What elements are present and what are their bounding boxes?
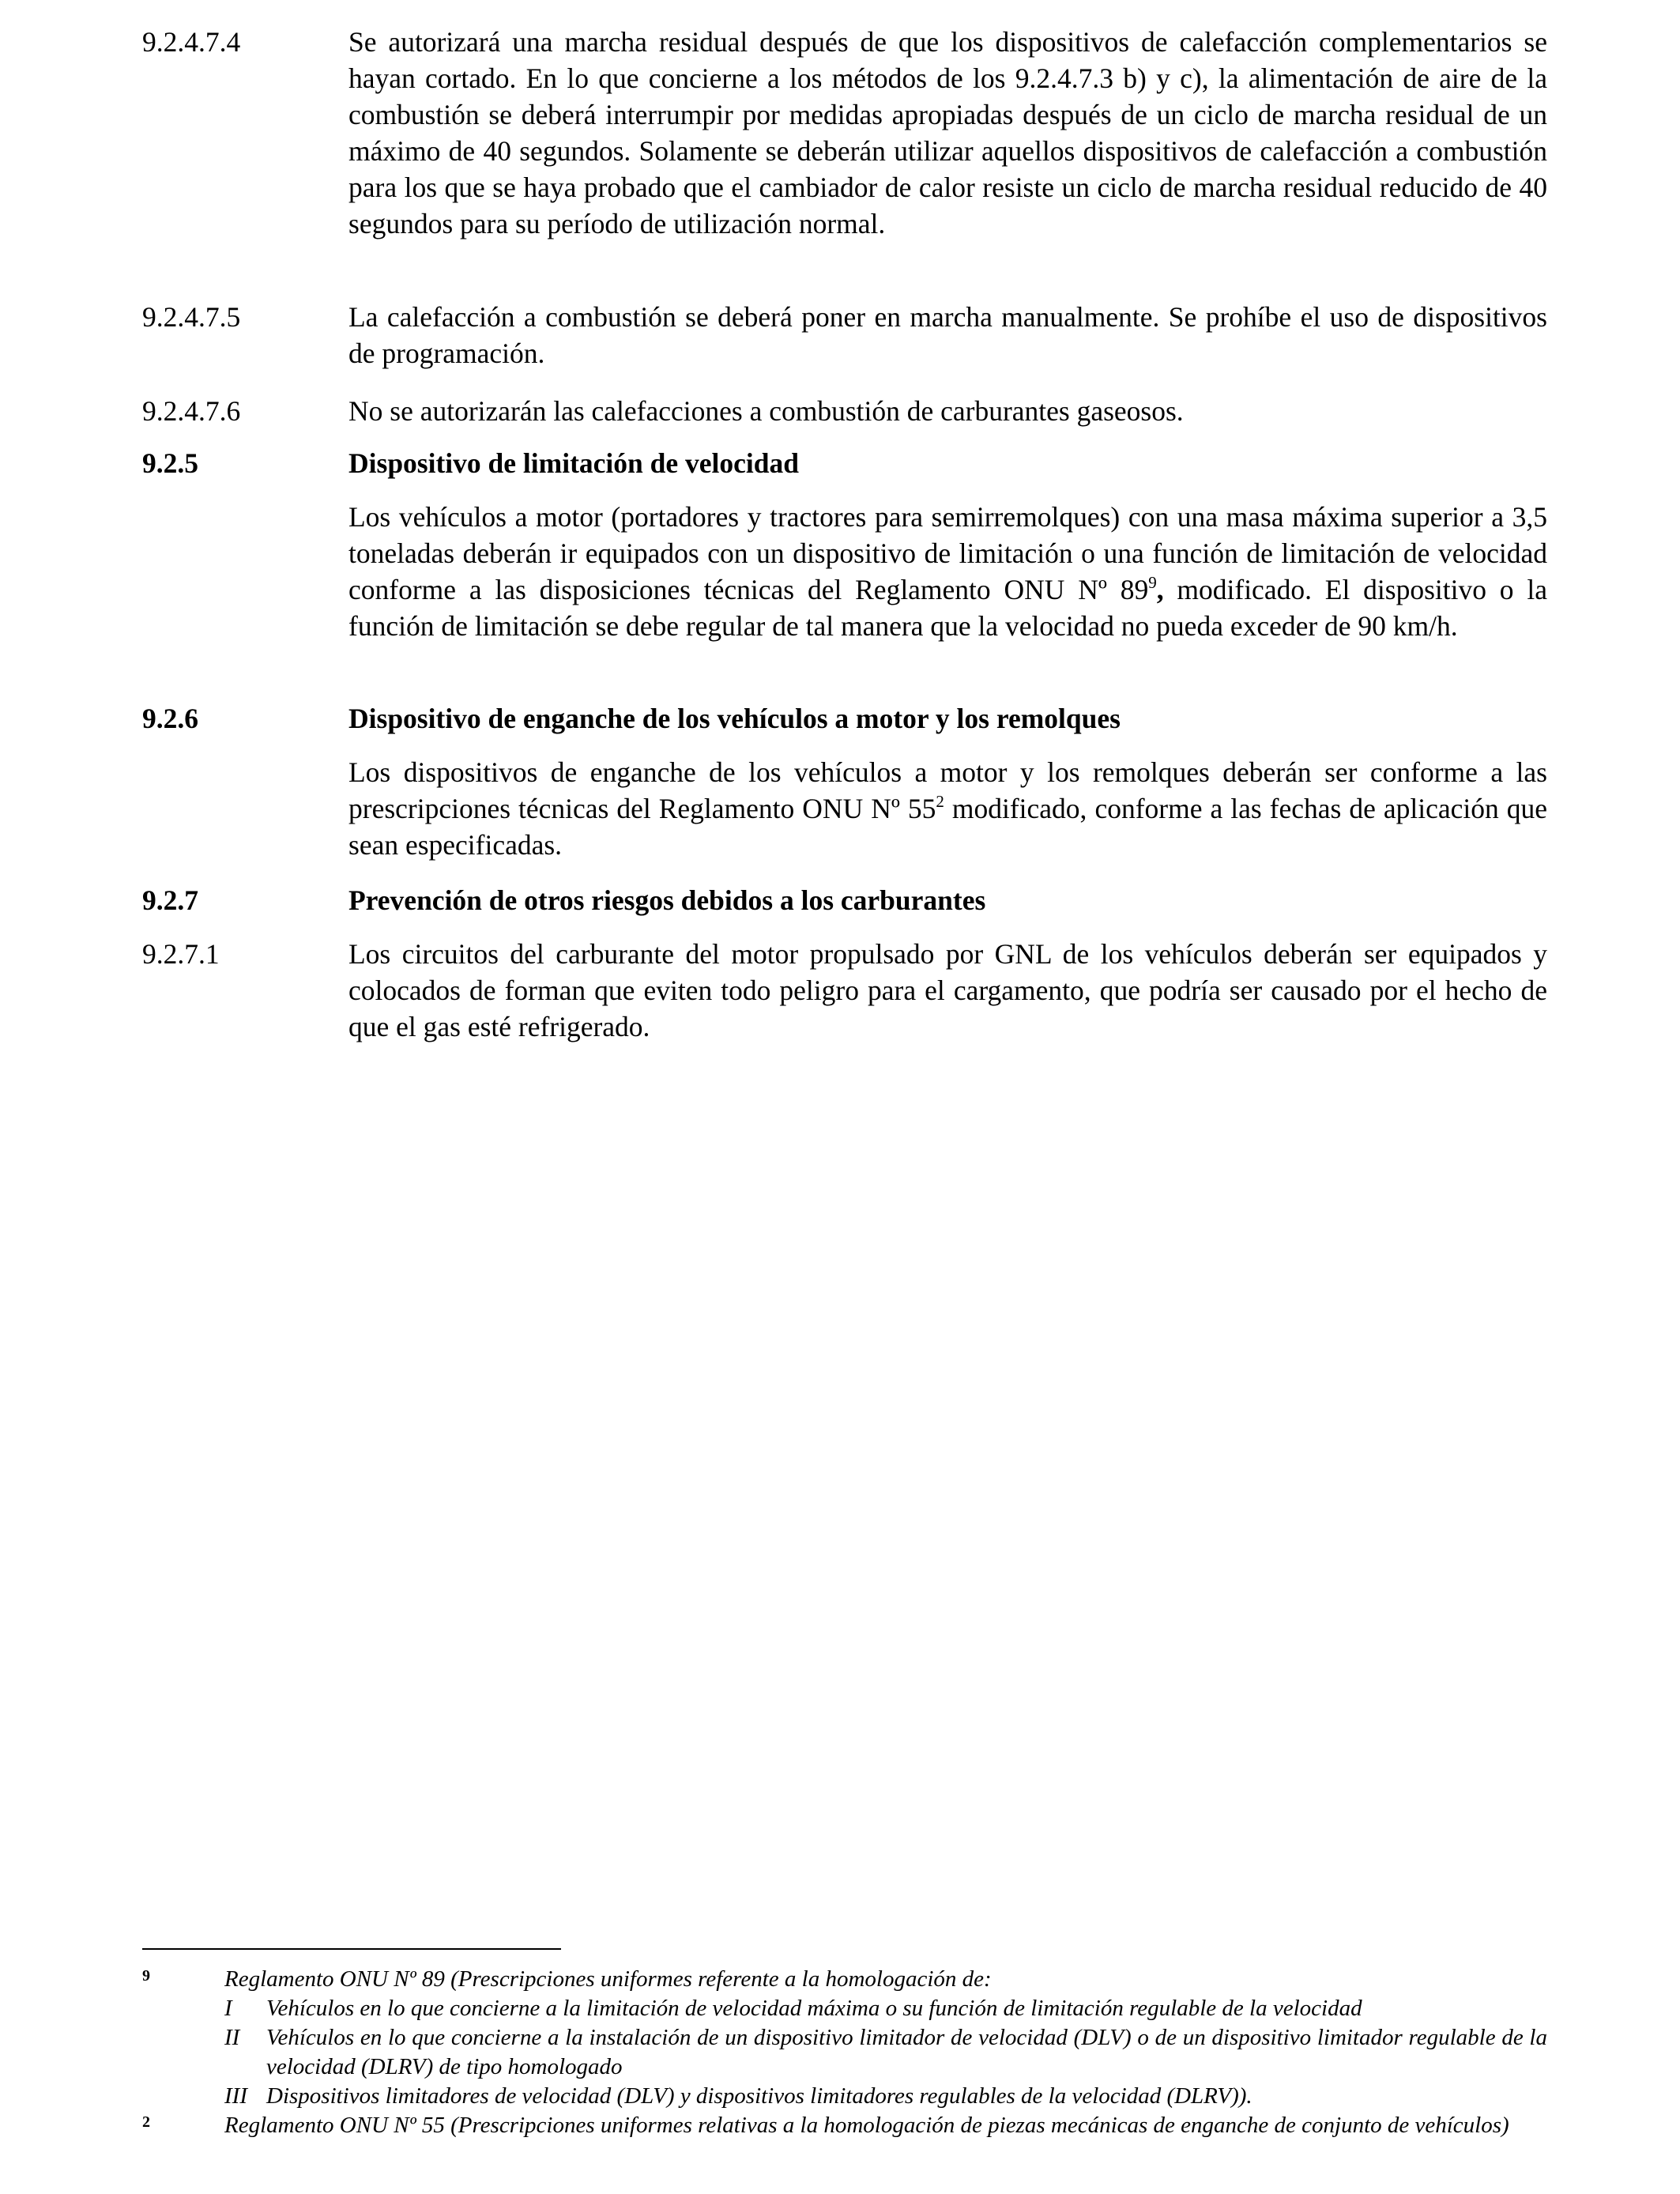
section-9-2-5 [142,445,1547,481]
section-heading: Dispositivo de enganche de los vehículos a motor y los remolques [348,703,1121,734]
paragraph-text: Se autorizará una marcha residual después de que los dispositivos de calefacción complementarios se hayan cortado. En lo que concierne a los métodos de los 9.2.4.7.3 b) y c), la alimentación de aire de la combustión se deberá interrumpir por medidas apropiadas después de un ciclo de marcha residual de un máximo de 40 segundos. Solamente se deberán utilizar aquellos dispositivos de calefacción a combustión para los que se haya probado que el cambiador de calor resiste un ciclo de marcha residual reducido de 40 segundos para su período de utilización normal. [348,26,1547,239]
footnote-list-item [224,1994,1547,2023]
footnote-separator [142,1948,561,1950]
roman-numeral: I [224,1996,232,2021]
paragraph-text [348,499,1547,644]
section-number: 9.2.7 [142,884,198,916]
paragraph-number: 9.2.4.7.6 [142,395,241,427]
footnote-mark: 2 [142,2113,150,2131]
paragraph-text-part: Los dispositivos de enganche de los vehículos a motor y los remolques deberán ser conforme a las prescripciones técnicas del Reglamento ONU Nº 55 [348,756,1547,824]
footnote-intro: Reglamento ONU Nº 89 (Prescripciones uniformes referente a la homologación de: [224,1966,992,1992]
paragraph-number: 9.2.4.7.4 [142,26,241,58]
footnote-item-text: Dispositivos limitadores de velocidad (DLV) y dispositivos limitadores regulables de la velocidad (DLRV)). [266,2083,1252,2109]
footnote-item-text: Vehículos en lo que concierne a la limitación de velocidad máxima o su función de limitación regulable de la velocidad [266,1996,1362,2021]
section-9-2-6-body [142,754,1547,863]
paragraph-number: 9.2.4.7.5 [142,301,241,333]
roman-numeral: III [224,2083,247,2109]
footnote-2 [142,2111,1547,2140]
paragraph-text-part: modificado. El dispositivo o la función de limitación se debe regular de tal manera que la velocidad no pueda exceder de 90 km/h. [348,574,1547,642]
footnote-list-item [224,2023,1547,2082]
section-number: 9.2.5 [142,447,198,479]
paragraph-9-2-7-1 [142,936,1547,1045]
paragraph-number: 9.2.7.1 [142,938,220,970]
footnote-text [224,1965,1547,2111]
footnote-list-item [224,2082,1547,2111]
paragraph-9-2-4-7-4 [142,24,1547,242]
paragraph-text: No se autorizarán las calefacciones a combustión de carburantes gaseosos. [348,395,1184,427]
paragraph-text-part: Los vehículos a motor (portadores y tractores para semirremolques) con una masa máxima superior a 3,5 toneladas deberán ir equipados con un dispositivo de limitación o una función de limitación de velocidad conforme a las disposiciones técnicas del Reglamento ONU Nº 89 [348,501,1547,605]
section-number: 9.2.6 [142,703,198,734]
paragraph-text-part: modificado, conforme a las fechas de aplicación que sean especificadas. [348,793,1548,861]
roman-numeral: II [224,2025,240,2050]
footnotes [142,1965,1547,2140]
paragraph-text: La calefacción a combustión se deberá poner en marcha manualmente. Se prohíbe el uso de dispositivos de programación. [348,301,1547,369]
section-heading: Dispositivo de limitación de velocidad [348,447,799,479]
footnote-ref-9: 9 [1148,573,1157,592]
paragraph-9-2-4-7-5 [142,299,1547,371]
paragraph-9-2-4-7-6 [142,393,1547,429]
footnote-ref-2: 2 [936,792,944,811]
paragraph-text [348,754,1547,863]
section-9-2-6 [142,700,1547,737]
footnote-9 [142,1965,1547,2111]
paragraph-text: Los circuitos del carburante del motor propulsado por GNL de los vehículos deberán ser equipados y colocados de forman que eviten todo peligro para el cargamento, que podría ser causado por el hecho de que el gas esté refrigerado. [348,938,1547,1042]
footnote-item-text: Vehículos en lo que concierne a la instalación de un dispositivo limitador de velocidad (DLV) o de un dispositivo limitador regulable de la velocidad (DLRV) de tipo homologado [266,2025,1547,2079]
section-9-2-5-body [142,499,1547,644]
footnote-mark: 9 [142,1967,150,1985]
footnote-text: Reglamento ONU Nº 55 (Prescripciones uniformes relativas a la homologación de piezas mecánicas de enganche de conjunto de vehículos) [224,2113,1509,2138]
section-9-2-7 [142,882,1547,918]
bold-comma: , [1156,574,1164,605]
section-heading: Prevención de otros riesgos debidos a los carburantes [348,884,986,916]
